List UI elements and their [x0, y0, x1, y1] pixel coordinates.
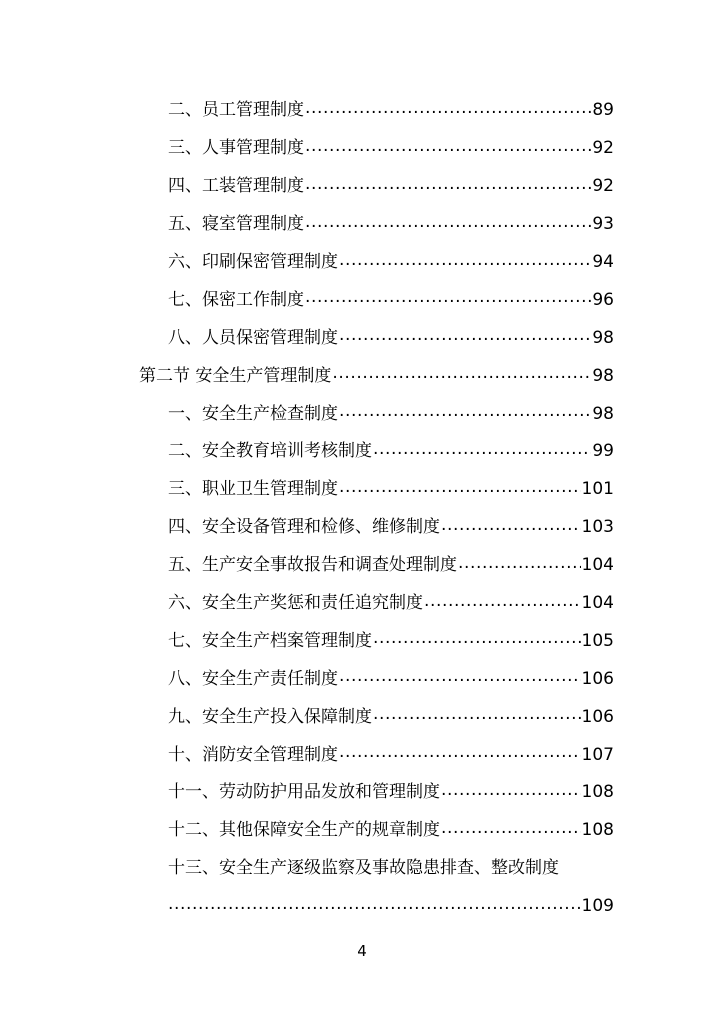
toc-entry-title: 十一、劳动防护用品发放和管理制度 [168, 782, 440, 803]
toc-entry-page: 104 [581, 593, 614, 614]
toc-entry-wrapped-first-line[interactable] [0, 850, 614, 888]
toc-entry[interactable] [0, 660, 614, 698]
toc-section-entry[interactable] [0, 357, 614, 395]
toc-entry[interactable] [0, 281, 614, 319]
toc-entry[interactable] [0, 92, 614, 130]
toc-entry-title: 四、工装管理制度 [168, 176, 304, 197]
toc-entry-title: 八、安全生产责任制度 [168, 668, 338, 689]
toc-entry-title: 七、保密工作制度 [168, 289, 304, 310]
toc-entry-title: 十二、其他保障安全生产的规章制度 [168, 820, 440, 841]
toc-dot-leader [305, 216, 591, 234]
toc-dot-leader [339, 254, 591, 272]
toc-entry[interactable] [0, 736, 614, 774]
toc-entry-page: 108 [581, 782, 614, 803]
toc-dot-leader [168, 898, 581, 916]
toc-dot-leader [441, 784, 581, 802]
toc-entry[interactable] [0, 130, 614, 168]
toc-entry-title: 九、安全生产投入保障制度 [168, 706, 372, 727]
toc-entry-page: 99 [592, 441, 614, 462]
toc-entry[interactable] [0, 547, 614, 585]
toc-entry-title: 二、安全教育培训考核制度 [168, 441, 372, 462]
toc-dot-leader [373, 443, 591, 461]
toc-dot-leader [332, 367, 591, 385]
toc-entry[interactable] [0, 622, 614, 660]
toc-entry[interactable] [0, 774, 614, 812]
toc-entry-title: 十三、安全生产逐级监察及事故隐患排查、整改制度 [168, 858, 559, 879]
toc-entry-page: 89 [592, 100, 614, 121]
toc-entry-page: 92 [592, 176, 614, 197]
toc-entry-title: 第二节 安全生产管理制度 [139, 365, 332, 386]
toc-entry-title: 二、员工管理制度 [168, 100, 304, 121]
toc-entry[interactable] [0, 319, 614, 357]
toc-entry-page: 92 [592, 138, 614, 159]
toc-dot-leader [305, 291, 591, 309]
toc-entry-page: 98 [592, 365, 614, 386]
toc-dot-leader [339, 481, 581, 499]
toc-entry[interactable] [0, 395, 614, 433]
toc-entry-page: 93 [592, 214, 614, 235]
table-of-contents [0, 92, 724, 926]
toc-entry-title: 五、生产安全事故报告和调查处理制度 [168, 555, 457, 576]
toc-entry-title: 八、人员保密管理制度 [168, 327, 338, 348]
toc-entry-page: 105 [581, 630, 614, 651]
toc-entry[interactable] [0, 206, 614, 244]
toc-dot-leader [339, 405, 591, 423]
toc-entry-title: 七、安全生产档案管理制度 [168, 630, 372, 651]
toc-entry-page: 98 [592, 327, 614, 348]
toc-entry[interactable] [0, 698, 614, 736]
toc-entry[interactable] [0, 244, 614, 282]
toc-dot-leader [441, 519, 581, 537]
toc-dot-leader [339, 329, 591, 347]
toc-entry-title: 十、消防安全管理制度 [168, 744, 338, 765]
toc-dot-leader [305, 140, 591, 158]
toc-entry[interactable] [0, 168, 614, 206]
toc-entry-page: 109 [581, 896, 614, 917]
toc-entry-page: 98 [592, 403, 614, 424]
toc-entry-page: 104 [581, 555, 614, 576]
toc-dot-leader [305, 178, 591, 196]
toc-dot-leader [339, 670, 581, 688]
toc-entry-page: 103 [581, 517, 614, 538]
toc-entry-title: 三、人事管理制度 [168, 138, 304, 159]
toc-entry-wrapped-second-line[interactable] [0, 888, 614, 926]
toc-entry-page: 108 [581, 820, 614, 841]
toc-entry[interactable] [0, 433, 614, 471]
toc-entry-page: 107 [581, 744, 614, 765]
toc-entry-page: 96 [592, 289, 614, 310]
toc-entry[interactable] [0, 471, 614, 509]
toc-entry-title: 三、职业卫生管理制度 [168, 479, 338, 500]
toc-dot-leader [424, 595, 581, 613]
toc-dot-leader [441, 822, 581, 840]
toc-entry-title: 六、安全生产奖惩和责任追究制度 [168, 593, 423, 614]
toc-entry[interactable] [0, 509, 614, 547]
toc-entry-page: 106 [581, 668, 614, 689]
toc-entry-page: 101 [581, 479, 614, 500]
toc-entry-page: 94 [592, 252, 614, 272]
toc-dot-leader [305, 102, 591, 120]
toc-entry-title: 六、印刷保密管理制度 [168, 252, 338, 272]
toc-dot-leader [458, 557, 581, 575]
toc-entry[interactable] [0, 585, 614, 623]
toc-dot-leader [339, 746, 581, 764]
toc-entry-title: 一、安全生产检查制度 [168, 403, 338, 424]
toc-entry-title: 五、寝室管理制度 [168, 214, 304, 235]
toc-entry[interactable] [0, 812, 614, 850]
toc-dot-leader [373, 708, 581, 726]
toc-entry-page: 106 [581, 706, 614, 727]
toc-dot-leader [373, 632, 581, 650]
page-number: 4 [357, 942, 367, 960]
toc-entry-title: 四、安全设备管理和检修、维修制度 [168, 517, 440, 538]
